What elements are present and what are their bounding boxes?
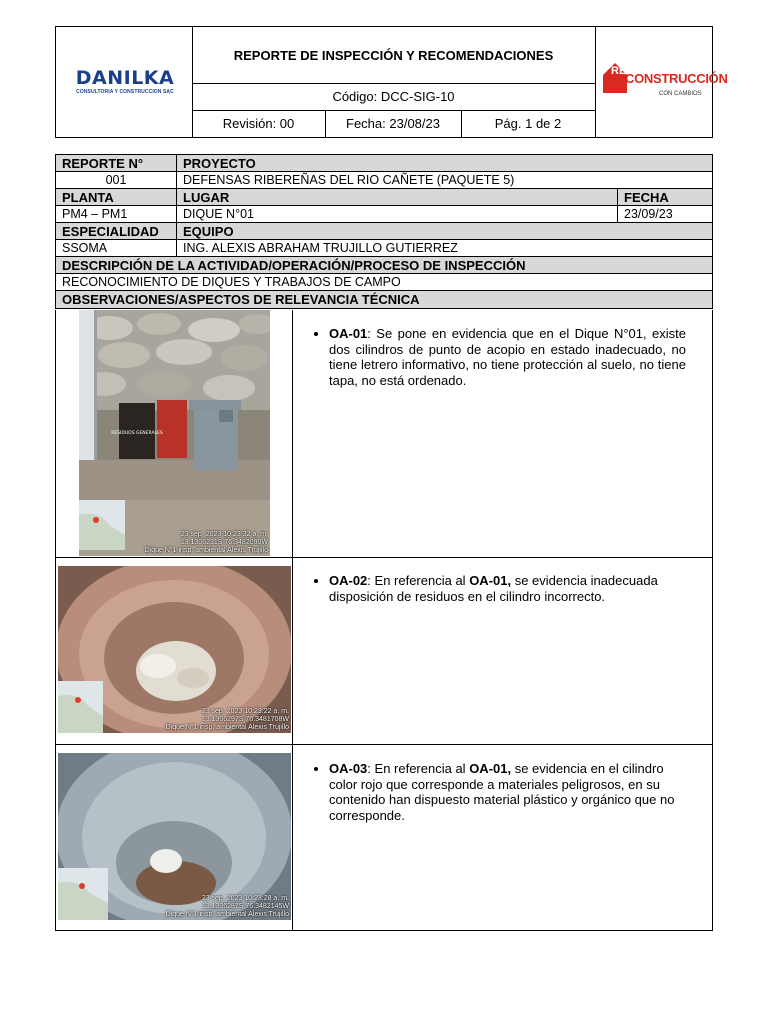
project-name: DEFENSAS RIBEREÑAS DEL RIO CAÑETE (PAQUETE 5) <box>176 172 712 188</box>
observation-text-cell-2 <box>293 558 712 744</box>
report-number: 001 <box>105 173 127 187</box>
observation-code-3: OA-03 <box>329 761 368 776</box>
client-logo-cell <box>595 27 728 137</box>
photo-stamp-1-date: 23 sep. 2023 10:23:32 a. m. <box>180 531 268 538</box>
observation-text-cell-1 <box>293 310 712 557</box>
label-place: LUGAR <box>176 189 617 205</box>
photo-stamp-1-coords: 13.1306231S 76.3482090W <box>180 539 268 546</box>
label-specialty: ESPECIALIDAD <box>62 223 159 239</box>
team-value: ING. ALEXIS ABRAHAM TRUJILLO GUTIERREZ <box>176 240 712 256</box>
photo-stamp-2-place: Dique N°1 insp. ambiental Alexis Trujillo <box>165 724 289 731</box>
date-value: 23/09/23 <box>617 206 712 222</box>
document-header <box>55 26 728 138</box>
observation-pre-2: : En referencia al <box>367 573 470 588</box>
info-header-row-1 <box>56 155 712 172</box>
reconstruccion-logo-tagline: CON CAMBIOS <box>659 91 702 97</box>
danilka-logo-name: DANILKA <box>75 67 175 89</box>
info-value-row-3 <box>56 240 712 257</box>
observation-photo-cell-3 <box>56 745 293 930</box>
observation-body-3: se evidencia en el cilindro color rojo que corresponde a materiales peligrosos, en su contenido han dispuesto material plástico y orgánico que no corresponde. <box>329 761 675 823</box>
reconstruccion-logo-prefix: RE <box>611 65 627 77</box>
danilka-logo-tagline: CONSULTORIA Y CONSTRUCCION SAC <box>76 89 174 95</box>
specialty-value: SSOMA <box>62 241 108 255</box>
label-team: EQUIPO <box>176 223 712 239</box>
observation-row-2 <box>56 558 712 745</box>
observation-list-2 <box>293 573 686 604</box>
observation-text-1 <box>329 326 686 388</box>
observation-code-2: OA-02 <box>329 573 368 588</box>
page-number: Pág. 1 de 2 <box>494 116 562 131</box>
place-value: DIQUE N°01 <box>176 206 617 222</box>
info-header-row-3 <box>56 223 712 240</box>
photo-stamp-3-coords: 13.1306287S 76.3482145W <box>201 903 289 910</box>
header-date: Fecha: 23/08/23 <box>325 110 462 137</box>
observation-photo-1 <box>79 310 270 556</box>
label-observations: OBSERVACIONES/ASPECTOS DE RELEVANCIA TÉCNICA <box>62 292 420 307</box>
observation-body-1: : Se pone en evidencia que en el Dique N°01, existe dos cilindros de punto de acopio en estado inadecuado, no tiene letrero informativo, no tiene protección al suelo, no tiene tapa, no está ordenado. <box>329 326 686 388</box>
observation-pre-3: : En referencia al <box>367 761 470 776</box>
description-row <box>56 274 712 291</box>
observation-photo-2 <box>58 566 291 733</box>
reconstruccion-logo-name: CONSTRUCCIÓN <box>625 71 728 86</box>
observation-photo-cell-2 <box>56 558 293 744</box>
description-value: RECONOCIMIENTO DE DIQUES Y TRABAJOS DE CAMPO <box>62 275 401 289</box>
photo-stamp-2 <box>166 708 289 732</box>
observation-row-1 <box>56 310 712 558</box>
reconstruccion-logo <box>601 61 728 105</box>
observation-text-3 <box>329 761 686 823</box>
header-center <box>192 27 596 137</box>
info-value-row-1 <box>56 172 712 189</box>
photo-stamp-3-place: Dique N°1 insp. ambiental Alexis Trujillo <box>165 911 289 918</box>
observation-ref-2: OA-01, <box>469 573 512 588</box>
report-info-table <box>55 154 713 309</box>
observations-header-row <box>56 291 712 308</box>
info-value-row-2 <box>56 206 712 223</box>
photo-stamp-1-place: Dique N°1 insp. ambiental Alexis Trujillo <box>144 547 268 554</box>
revision: Revisión: 00 <box>192 110 326 137</box>
drum-label-1: RESIDUOS GENERALES <box>111 431 163 436</box>
observation-body-2: se evidencia inadecuada disposición de residuos en el cilindro incorrecto. <box>329 573 658 604</box>
label-plant: PLANTA <box>62 189 114 205</box>
observation-text-2 <box>329 573 686 604</box>
observation-row-3 <box>56 745 712 930</box>
photo-stamp-2-date: 23 sep. 2023 10:23:22 a. m. <box>201 708 289 715</box>
label-date: FECHA <box>617 189 712 205</box>
photo-stamp-3-date: 23 sep. 2023 10:23:28 a. m. <box>201 895 289 902</box>
observation-photo-3 <box>58 753 291 920</box>
header-meta-row <box>192 110 595 137</box>
label-report-number: REPORTE N° <box>62 155 144 171</box>
observation-code-1: OA-01 <box>329 326 368 341</box>
observation-photo-cell-1 <box>56 310 293 557</box>
observations-table <box>55 310 713 931</box>
plant-value: PM4 – PM1 <box>62 207 128 221</box>
photo-stamp-3 <box>166 895 289 919</box>
photo-stamp-1 <box>145 531 268 555</box>
label-project: PROYECTO <box>176 155 712 171</box>
document-code: Código: DCC-SIG-10 <box>192 83 595 111</box>
observation-list-3 <box>293 761 686 823</box>
info-header-row-2 <box>56 189 712 206</box>
description-header-row <box>56 257 712 274</box>
label-description: DESCRIPCIÓN DE LA ACTIVIDAD/OPERACIÓN/PROCESO DE INSPECCIÓN <box>62 257 526 273</box>
observation-text-cell-3 <box>293 745 712 930</box>
danilka-logo <box>62 67 188 95</box>
company-logo-cell <box>56 27 193 137</box>
photo-stamp-2-coords: 13.1306297S 76.3481708W <box>201 716 289 723</box>
observation-ref-3: OA-01, <box>469 761 512 776</box>
document-title: REPORTE DE INSPECCIÓN Y RECOMENDACIONES <box>192 27 595 84</box>
observation-list-1 <box>293 326 686 388</box>
